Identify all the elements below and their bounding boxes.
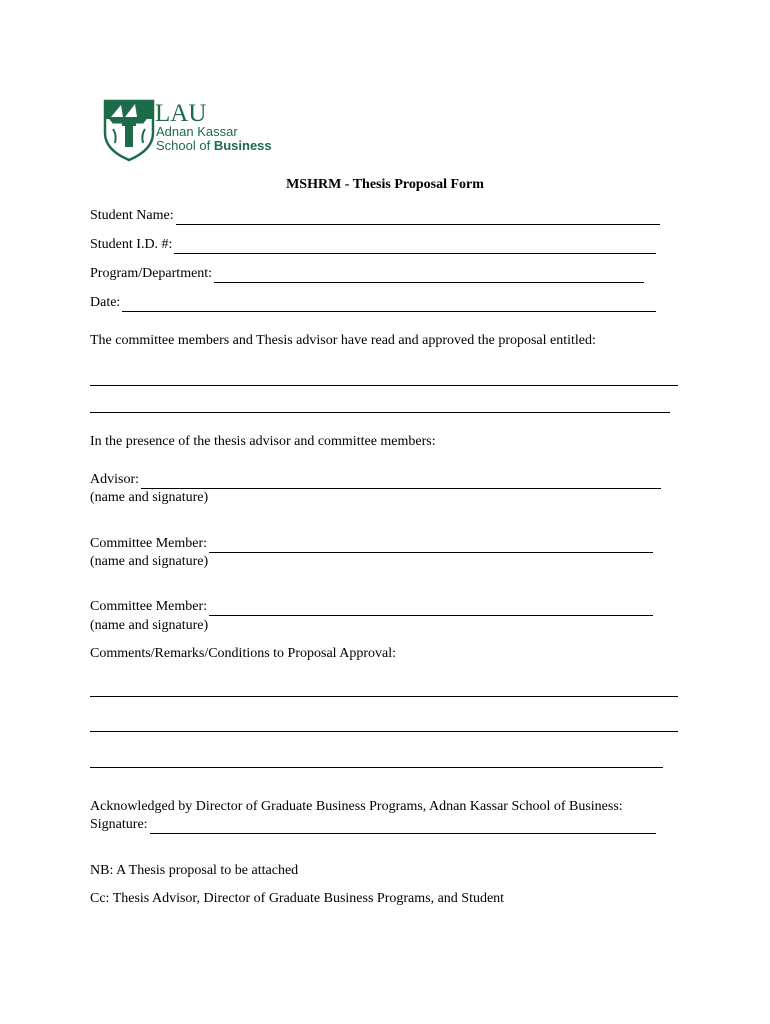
comments-line-2[interactable]: [90, 731, 678, 732]
logo-line1: Adnan Kassar: [156, 124, 238, 139]
student-name-label: Student Name:: [90, 208, 174, 223]
program-row: [90, 265, 644, 283]
comments-label: Comments/Remarks/Conditions to Proposal Approval:: [90, 646, 397, 661]
committee-member-1-field[interactable]: [209, 539, 653, 553]
date-row: [90, 294, 656, 312]
lau-shield-icon: [103, 99, 293, 163]
committee-member-1-row: [90, 535, 653, 553]
advisor-row: [90, 471, 661, 489]
student-id-field[interactable]: [174, 240, 656, 254]
committee-member-2-row: [90, 598, 653, 616]
nb-text: NB: A Thesis proposal to be attached: [90, 863, 299, 878]
form-title: MSHRM - Thesis Proposal Form: [286, 177, 484, 192]
signature-field[interactable]: [150, 820, 656, 834]
committee-member-2-label: Committee Member:: [90, 599, 208, 614]
committee-member-1-label: Committee Member:: [90, 536, 208, 551]
proposal-title-line-1[interactable]: [90, 385, 678, 386]
cc-text: Cc: Thesis Advisor, Director of Graduate Business Programs, and Student: [90, 891, 505, 906]
student-name-field[interactable]: [176, 211, 660, 225]
lau-logo: [103, 99, 293, 163]
signature-row: [90, 816, 656, 834]
student-id-label: Student I.D. #:: [90, 237, 173, 252]
date-field[interactable]: [122, 298, 656, 312]
committee-member-2-field[interactable]: [209, 602, 653, 616]
committee-member-2-note: (name and signature): [90, 618, 209, 633]
comments-line-1[interactable]: [90, 696, 678, 697]
student-id-row: [90, 236, 656, 254]
advisor-name-signature-note: (name and signature): [90, 490, 209, 505]
program-label: Program/Department:: [90, 266, 213, 281]
acknowledged-text: Acknowledged by Director of Graduate Business Programs, Adnan Kassar School of Business:: [90, 799, 623, 814]
logo-line2: School of Business: [156, 138, 272, 153]
proposal-title-line-2[interactable]: [90, 412, 670, 413]
committee-member-1-note: (name and signature): [90, 554, 209, 569]
logo-brand: LAU: [155, 100, 207, 127]
date-label: Date:: [90, 295, 121, 310]
approval-statement: The committee members and Thesis advisor have read and approved the proposal entitled:: [90, 333, 596, 348]
advisor-label: Advisor:: [90, 472, 139, 487]
comments-line-3[interactable]: [90, 767, 663, 768]
signature-label: Signature:: [90, 817, 148, 832]
advisor-field[interactable]: [141, 475, 661, 489]
presence-statement: In the presence of the thesis advisor and committee members:: [90, 434, 436, 449]
student-name-row: [90, 207, 660, 225]
program-field[interactable]: [214, 269, 644, 283]
